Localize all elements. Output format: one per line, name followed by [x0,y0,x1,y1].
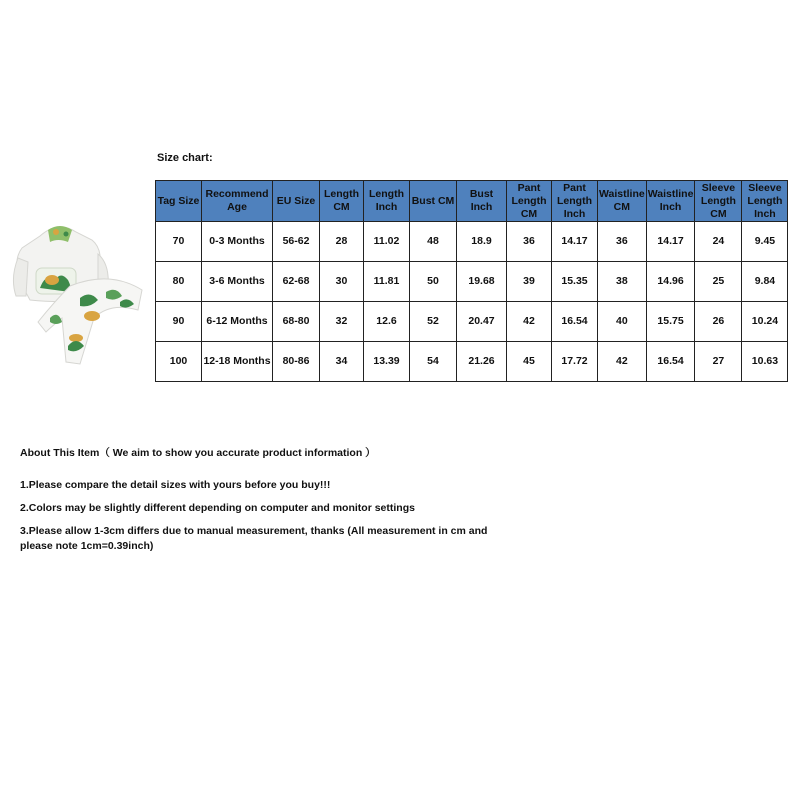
table-cell: 52 [410,302,457,342]
table-cell: 42 [507,302,552,342]
header-cell: Pant Length Inch [552,181,598,222]
header-cell: Recommend Age [202,181,273,222]
table-cell: 36 [507,222,552,262]
table-cell: 6-12 Months [202,302,273,342]
table-cell: 3-6 Months [202,262,273,302]
table-cell: 16.54 [646,342,695,382]
table-cell: 80-86 [273,342,320,382]
header-cell: Waistline CM [598,181,647,222]
about-title: About This Item（ We aim to show you accurate product information ） [20,447,376,459]
table-cell: 68-80 [273,302,320,342]
table-row [156,262,788,302]
table-cell: 17.72 [552,342,598,382]
table-cell: 26 [695,302,742,342]
header-cell: Tag Size [156,181,202,222]
table-row [156,302,788,342]
table-cell: 14.96 [646,262,695,302]
header-cell: EU Size [273,181,320,222]
header-cell: Bust Inch [457,181,507,222]
table-cell: 12.6 [364,302,410,342]
product-image [10,218,148,368]
table-cell: 56-62 [273,222,320,262]
table-cell: 39 [507,262,552,302]
table-cell: 100 [156,342,202,382]
table-cell: 15.75 [646,302,695,342]
table-cell: 24 [695,222,742,262]
table-cell: 21.26 [457,342,507,382]
header-cell: Sleeve Length Inch [742,181,788,222]
table-cell: 54 [410,342,457,382]
table-cell: 10.24 [742,302,788,342]
table-cell: 30 [320,262,364,302]
size-chart-table [155,180,788,382]
table-cell: 34 [320,342,364,382]
table-cell: 45 [507,342,552,382]
table-cell: 80 [156,262,202,302]
table-cell: 19.68 [457,262,507,302]
header-cell: Length Inch [364,181,410,222]
table-cell: 50 [410,262,457,302]
about-note: 2.Colors may be slightly different depending on computer and monitor settings [20,502,415,514]
table-cell: 40 [598,302,647,342]
table-row [156,342,788,382]
table-cell: 36 [598,222,647,262]
table-cell: 38 [598,262,647,302]
size-chart-header-row [156,181,788,222]
header-cell: Pant Length CM [507,181,552,222]
table-cell: 42 [598,342,647,382]
table-cell: 14.17 [552,222,598,262]
about-note: 3.Please allow 1-3cm differs due to manual measurement, thanks (All measurement in cm and please note 1cm=0.39inch) [20,525,488,552]
table-cell: 11.81 [364,262,410,302]
table-cell: 70 [156,222,202,262]
table-cell: 10.63 [742,342,788,382]
header-cell: Bust CM [410,181,457,222]
table-cell: 0-3 Months [202,222,273,262]
table-cell: 18.9 [457,222,507,262]
size-chart-title: Size chart: [157,152,213,164]
header-cell: Length CM [320,181,364,222]
table-cell: 9.84 [742,262,788,302]
table-cell: 62-68 [273,262,320,302]
table-cell: 16.54 [552,302,598,342]
table-cell: 15.35 [552,262,598,302]
table-cell: 25 [695,262,742,302]
header-cell: Waistline Inch [646,181,695,222]
header-cell: Sleeve Length CM [695,181,742,222]
table-cell: 48 [410,222,457,262]
about-note: 1.Please compare the detail sizes with yours before you buy!!! [20,479,331,491]
table-cell: 90 [156,302,202,342]
table-cell: 11.02 [364,222,410,262]
table-cell: 13.39 [364,342,410,382]
table-cell: 27 [695,342,742,382]
table-row [156,222,788,262]
table-cell: 9.45 [742,222,788,262]
table-cell: 12-18 Months [202,342,273,382]
table-cell: 32 [320,302,364,342]
table-cell: 20.47 [457,302,507,342]
table-cell: 14.17 [646,222,695,262]
table-cell: 28 [320,222,364,262]
